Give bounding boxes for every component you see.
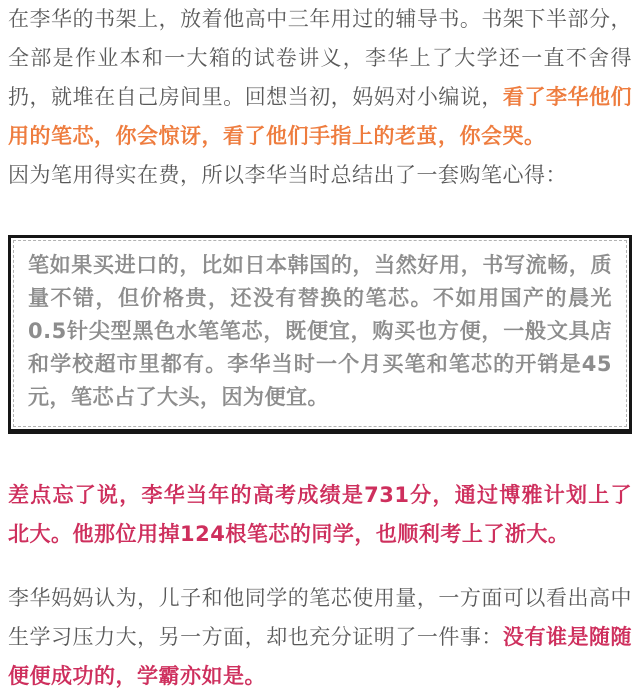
quote-box-dashed-frame <box>13 240 627 427</box>
paragraph-lead: 因为笔用得实在费，所以李华当时总结出了一套购笔心得： <box>8 163 567 187</box>
quote-text: 笔如果买进口的，比如日本韩国的，当然好用，书写流畅，质量不错，但价格贵，还没有替换的笔芯。不如用国产的晨光0.5针尖型黑色水笔笔芯，既便宜，购买也方便，一般文具店和学校超市里都有。李华当时一个月买笔和笔芯的开销是45元，笔芯占了大头，因为便宜。 <box>28 253 612 409</box>
paragraph-intro <box>8 0 632 156</box>
intro-text: 在李华的书架上，放着他高中三年用过的辅导书。书架下半部分，全部是作业本和一大箱的试卷讲义，李华上了大学还一直不舍得扔，就堆在自己房间里。回想当初，妈妈对小编说， <box>8 7 632 109</box>
intro-highlight-orange: 看了李华他们用的笔芯，你会惊讶，看了他们手指上的老茧，你会哭。 <box>8 85 633 148</box>
paragraph-scores: 差点忘了说，李华当年的高考成绩是731分，通过博雅计划上了北大。他那位用掉124根笔芯的同学，也顺利考上了浙大。 <box>8 483 632 546</box>
conclusion-text: 李华妈妈认为，儿子和他同学的笔芯使用量，一方面可以看出高中生学习压力大，另一方面，却也充分证明了一件事： <box>8 586 632 649</box>
conclusion-highlight-red: 没有谁是随随便便成功的，学霸亦如是。 <box>8 625 633 688</box>
quote-box <box>8 235 632 434</box>
paragraph-conclusion <box>8 579 632 696</box>
